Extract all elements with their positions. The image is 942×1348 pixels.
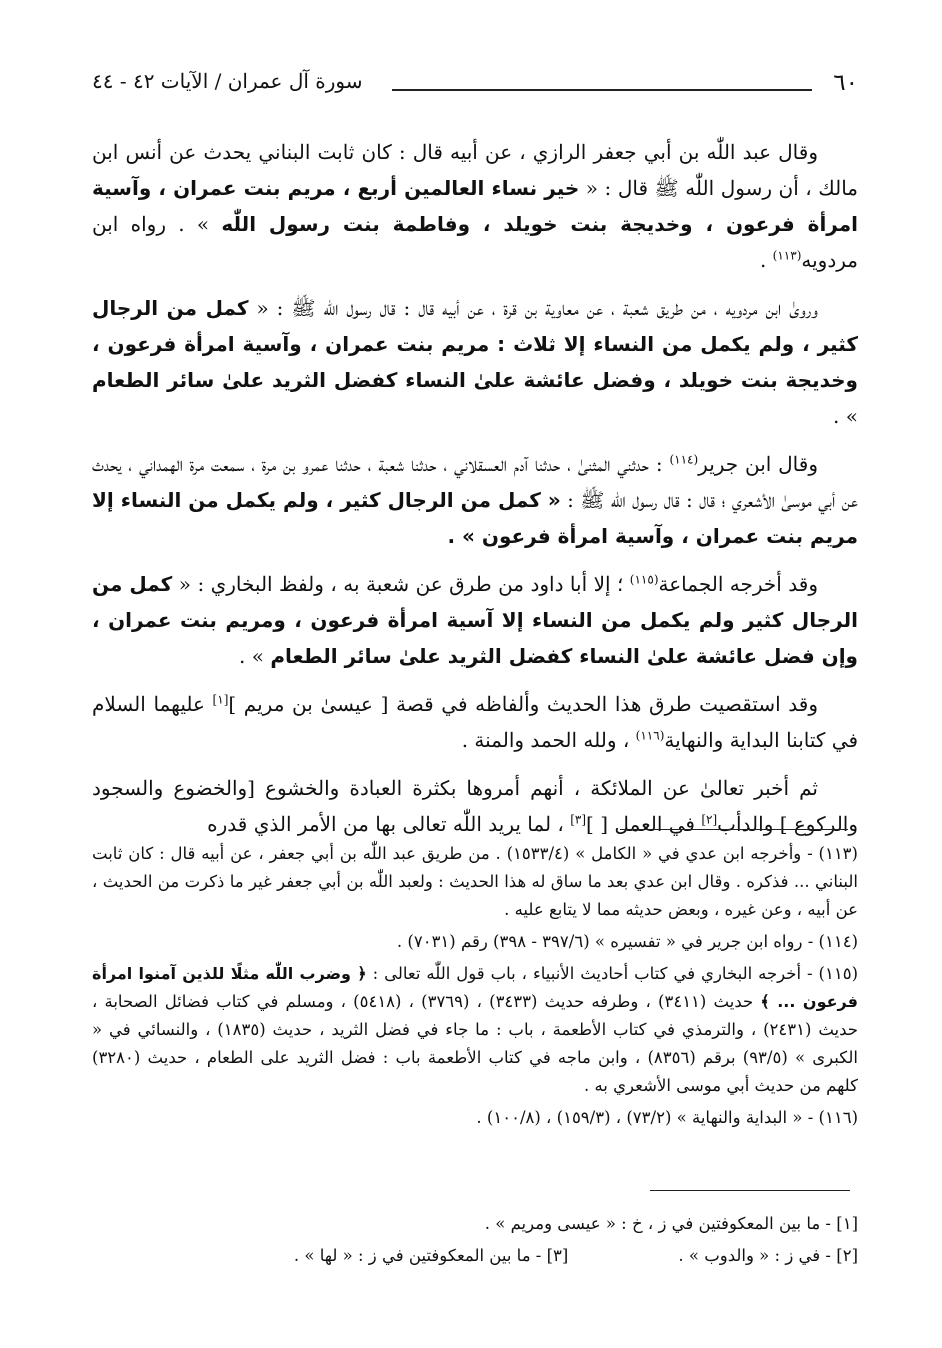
paragraph-text: وقد استقصيت طرق هذا الحديث وألفاظه في قصة [ عيسىٰ بن مريم ] <box>228 692 818 716</box>
footnote-113 <box>92 840 858 924</box>
variant-ref[interactable]: [٣] <box>570 812 587 827</box>
paragraph-text: وقد أخرجه الجماعة <box>658 572 819 596</box>
paragraph-text: وقال ابن جرير <box>698 452 818 476</box>
paragraph-text: عليهما السلام في كتابنا البداية والنهاية <box>92 692 858 752</box>
paragraph-text: . <box>759 248 773 272</box>
paragraph-text: » . رواه ابن مردويه <box>92 212 858 272</box>
running-title: سورة آل عمران / الآيات ٤٢ - ٤٤ <box>92 69 363 93</box>
paragraph-1 <box>92 134 858 278</box>
paragraph-text: » . <box>239 644 271 668</box>
paragraph-4 <box>92 566 858 674</box>
page-number: ٦٠ <box>833 70 858 96</box>
footnote-ref[interactable]: (١١٣) <box>772 248 802 263</box>
paragraph-6 <box>92 770 858 842</box>
footnote-115 <box>92 960 858 1100</box>
footnote-text: (١١٥) - أخرجه البخاري في كتاب أحاديث الأنبياء ، باب قول اللّٰه تعالى : <box>366 964 859 983</box>
variants-row <box>92 1240 858 1272</box>
paragraph-5 <box>92 686 858 758</box>
footnote-text: (١١٣) - وأخرجه ابن عدي في « الكامل » (١٥٣٣/٤) . من طريق عبد اللّٰه بن أبي جعفر ، عن أبيه قال : كان ثابت البناني ... فذكره . وقال ابن عدي بعد ما ساق له هذا الحديث : ولعبد اللّٰه بن أبي جعفر غير ما ذكرت من الحديث ، عن أبيه ، وعن غيره ، وبعض حديثه مما لا يتابع عليه . <box>92 844 858 919</box>
hadith-text: « كمل من الرجال كثير ، ولم يكمل من النساء إلا مريم بنت عمران ، وآسية امرأة فرعون » . <box>92 488 858 548</box>
variant-ref[interactable]: [٢] <box>701 812 718 827</box>
quran-verse: ﴿ وضرب اللّٰه مثلًا للذين آمنوا امرأة فرعون ... ﴾ <box>92 964 858 1011</box>
paragraph-text: في العمل [ ] <box>586 812 702 836</box>
paragraph-text: : حدثني المثنىٰ ، حدثنا آدم العسقلاني ، حدثنا شعبة ، حدثنا عمرو بن مرة ، سمعت مرة الهمداني ، يحدث عن أبي موسىٰ الأشعري ؛ قال : قال رسول اللّٰه ﷺ : <box>92 452 858 512</box>
footnote-114 <box>92 928 858 956</box>
variant-3: [٣] - ما بين المعكوفتين في ز : « لها » . <box>293 1246 569 1265</box>
variant-2: [٢] - في ز : « والدوب » . <box>678 1246 858 1265</box>
paragraph-text: » . <box>833 404 858 428</box>
footnote-ref[interactable]: (١١٤) <box>669 452 699 467</box>
footnote-ref[interactable]: (١١٦) <box>635 728 665 743</box>
paragraph-text: ؛ إلا أبا داود من طرق عن شعبة به ، ولفظ البخاري : « <box>172 572 630 596</box>
paragraph-text: وقال عبد اللّٰه بن أبي جعفر الرازي ، عن أبيه قال : كان ثابت البناني يحدث عن أنس ابن مالك ، أن رسول اللّٰه ﷺ قال : « <box>92 140 859 200</box>
paragraph-2 <box>92 290 858 434</box>
hadith-text: كمل من الرجال كثير ، ولم يكمل من النساء إلا ثلاث : مريم بنت عمران ، وآسية امرأة فرعون ، وخديجة بنت خويلد ، وفضل عائشة علىٰ النساء كفضل الثريد علىٰ سائر الطعام <box>92 296 858 392</box>
footnotes <box>92 840 858 1136</box>
manuscript-variants <box>92 1208 858 1272</box>
footnotes-separator <box>620 829 848 830</box>
variant-ref[interactable]: [١] <box>212 692 229 707</box>
hadith-text: كمل من الرجال كثير ولم يكمل من النساء إلا آسية امرأة فرعون ، ومريم بنت عمران ، وإن فضل عائشة علىٰ النساء كفضل الثريد علىٰ سائر الطعام <box>92 572 858 668</box>
hadith-text: خير نساء العالمين أربع ، مريم بنت عمران ، وآسية امرأة فرعون ، وخديجة بنت خويلد ، وفاطمة بنت رسول اللّٰه <box>92 176 858 236</box>
footnote-text: (١١٦) - « البداية والنهاية » (٧٣/٢) ، (١٥٩/٣) ، (١٠٠/٨) . <box>476 1108 858 1127</box>
footnote-116 <box>92 1104 858 1132</box>
footnote-ref[interactable]: (١١٥) <box>629 572 659 587</box>
header-rule <box>392 89 812 91</box>
paragraph-3 <box>92 446 858 554</box>
main-text <box>92 134 858 854</box>
footnote-text: حديث (٣٤١١) ، وطرفه حديث (٣٤٣٣) ، (٣٧٦٩) ، (٥٤١٨) ، ومسلم في كتاب فضائل الصحابة ، حديث (٢٤٣١) ، والترمذي في كتاب الأطعمة ، باب : ما جاء في فضل الثريد ، حديث (١٨٣٥) ، والنسائي في « الكبرى » (٩٣/٥) برقم (٨٣٥٦) ، وابن ماجه في كتاب الأطعمة باب : فضل الثريد على الطعام ، حديث (٣٢٨٠) كلهم من حديث أبي موسى الأشعري به . <box>92 992 858 1095</box>
footnote-text: (١١٤) - رواه ابن جرير في « تفسيره » (٣٩٧/٦ - ٣٩٨) رقم (٧٠٣١) . <box>396 932 858 951</box>
variants-separator <box>650 1190 850 1191</box>
paragraph-text: ثم أخبر تعالىٰ عن الملائكة ، أنهم أمروها بكثرة العبادة والخشوع [والخضوع والسجود والركوع ] والدأب <box>92 776 858 836</box>
page-header <box>92 62 858 102</box>
paragraph-text: وروىٰ ابن مردويه ، من طريق شعبة ، عن معاوية بن قرة ، عن أبيه قال : قال رسول اللّٰه ﷺ : « <box>248 296 818 320</box>
variant-1: [١] - ما بين المعكوفتين في ز ، خ : « عيسى ومريم » . <box>484 1214 858 1233</box>
paragraph-text: ، ولله الحمد والمنة . <box>461 728 636 752</box>
paragraph-text: ، لما يريد اللّٰه تعالى بها من الأمر الذي قدره <box>207 812 571 836</box>
